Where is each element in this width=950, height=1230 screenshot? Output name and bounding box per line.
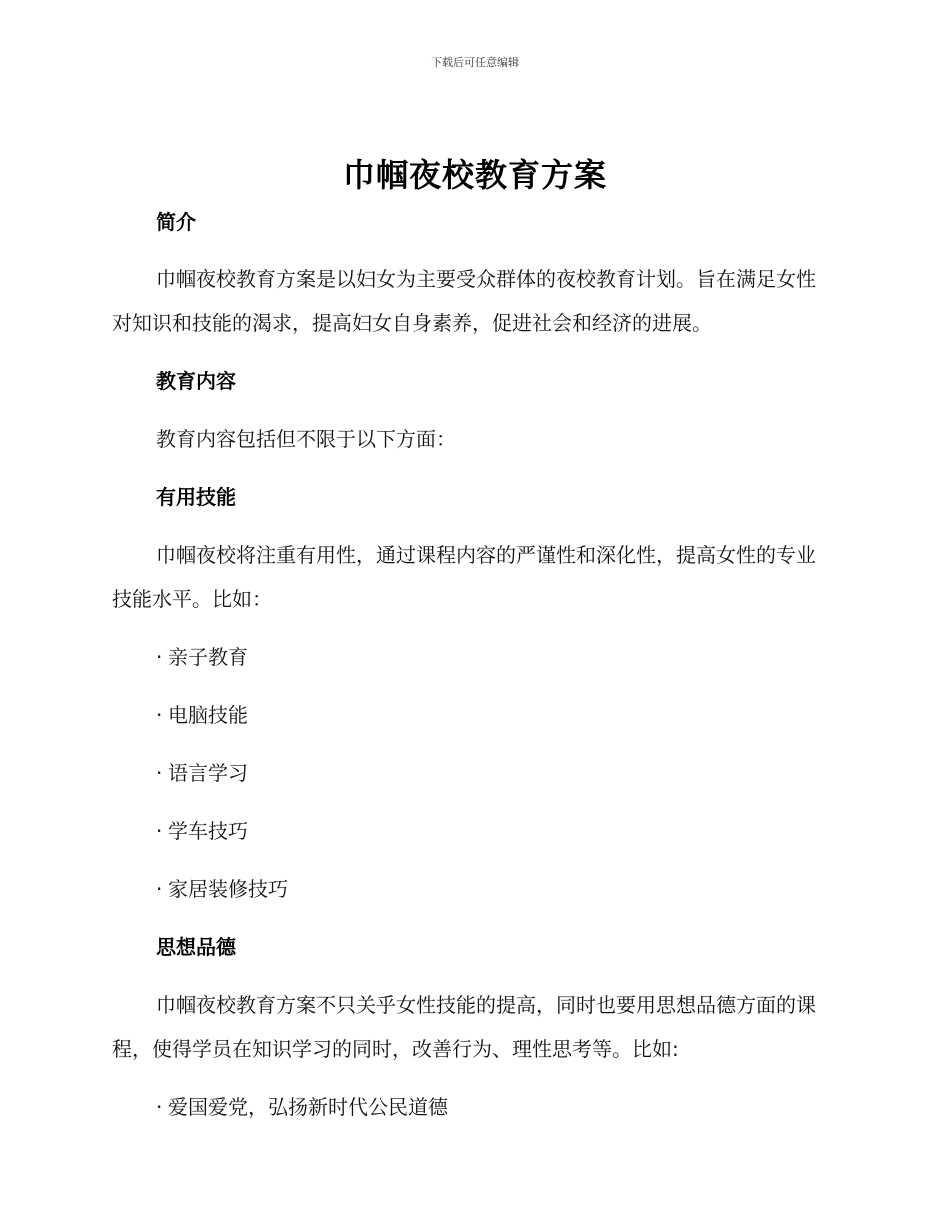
list-item xyxy=(112,809,832,853)
list-item-text: 爱国爱党，弘扬新时代公民道德 xyxy=(168,1095,448,1119)
section-heading-intro: 简介 xyxy=(156,210,196,234)
list-item xyxy=(112,867,832,911)
morality-paragraph: 巾帼夜校教育方案不只关乎女性技能的提高，同时也要用思想品德方面的课程，使得学员在知识学习的同时，改善行为、理性思考等。比如: xyxy=(112,993,816,1061)
bullet-dot: · xyxy=(156,1095,163,1119)
list-item-text: 家居装修技巧 xyxy=(168,877,288,901)
list-item xyxy=(112,751,832,795)
section-heading-skills: 有用技能 xyxy=(156,485,236,509)
document-body xyxy=(112,200,832,1129)
list-item xyxy=(112,1085,832,1129)
section-heading-content: 教育内容 xyxy=(156,369,236,393)
header-note: 下载后可任意编辑 xyxy=(431,56,519,69)
list-item-text: 语言学习 xyxy=(168,761,248,785)
list-item xyxy=(112,693,832,737)
list-item xyxy=(112,635,832,679)
document-title: 巾帼夜校教育方案 xyxy=(342,156,607,194)
bullet-dot: · xyxy=(156,761,163,785)
bullet-dot: · xyxy=(156,877,163,901)
bullet-dot: · xyxy=(156,703,163,727)
list-item-text: 学车技巧 xyxy=(168,819,248,843)
intro-paragraph: 巾帼夜校教育方案是以妇女为主要受众群体的夜校教育计划。旨在满足女性对知识和技能的渴求，提高妇女自身素养，促进社会和经济的进展。 xyxy=(112,267,816,335)
content-paragraph: 教育内容包括但不限于以下方面： xyxy=(156,427,456,451)
section-heading-morality: 思想品德 xyxy=(156,935,236,959)
bullet-dot: · xyxy=(156,819,163,843)
list-item-text: 亲子教育 xyxy=(168,645,248,669)
skills-paragraph: 巾帼夜校将注重有用性，通过课程内容的严谨性和深化性，提高女性的专业技能水平。比如： xyxy=(112,543,816,611)
bullet-dot: · xyxy=(156,645,163,669)
list-item-text: 电脑技能 xyxy=(168,703,248,727)
